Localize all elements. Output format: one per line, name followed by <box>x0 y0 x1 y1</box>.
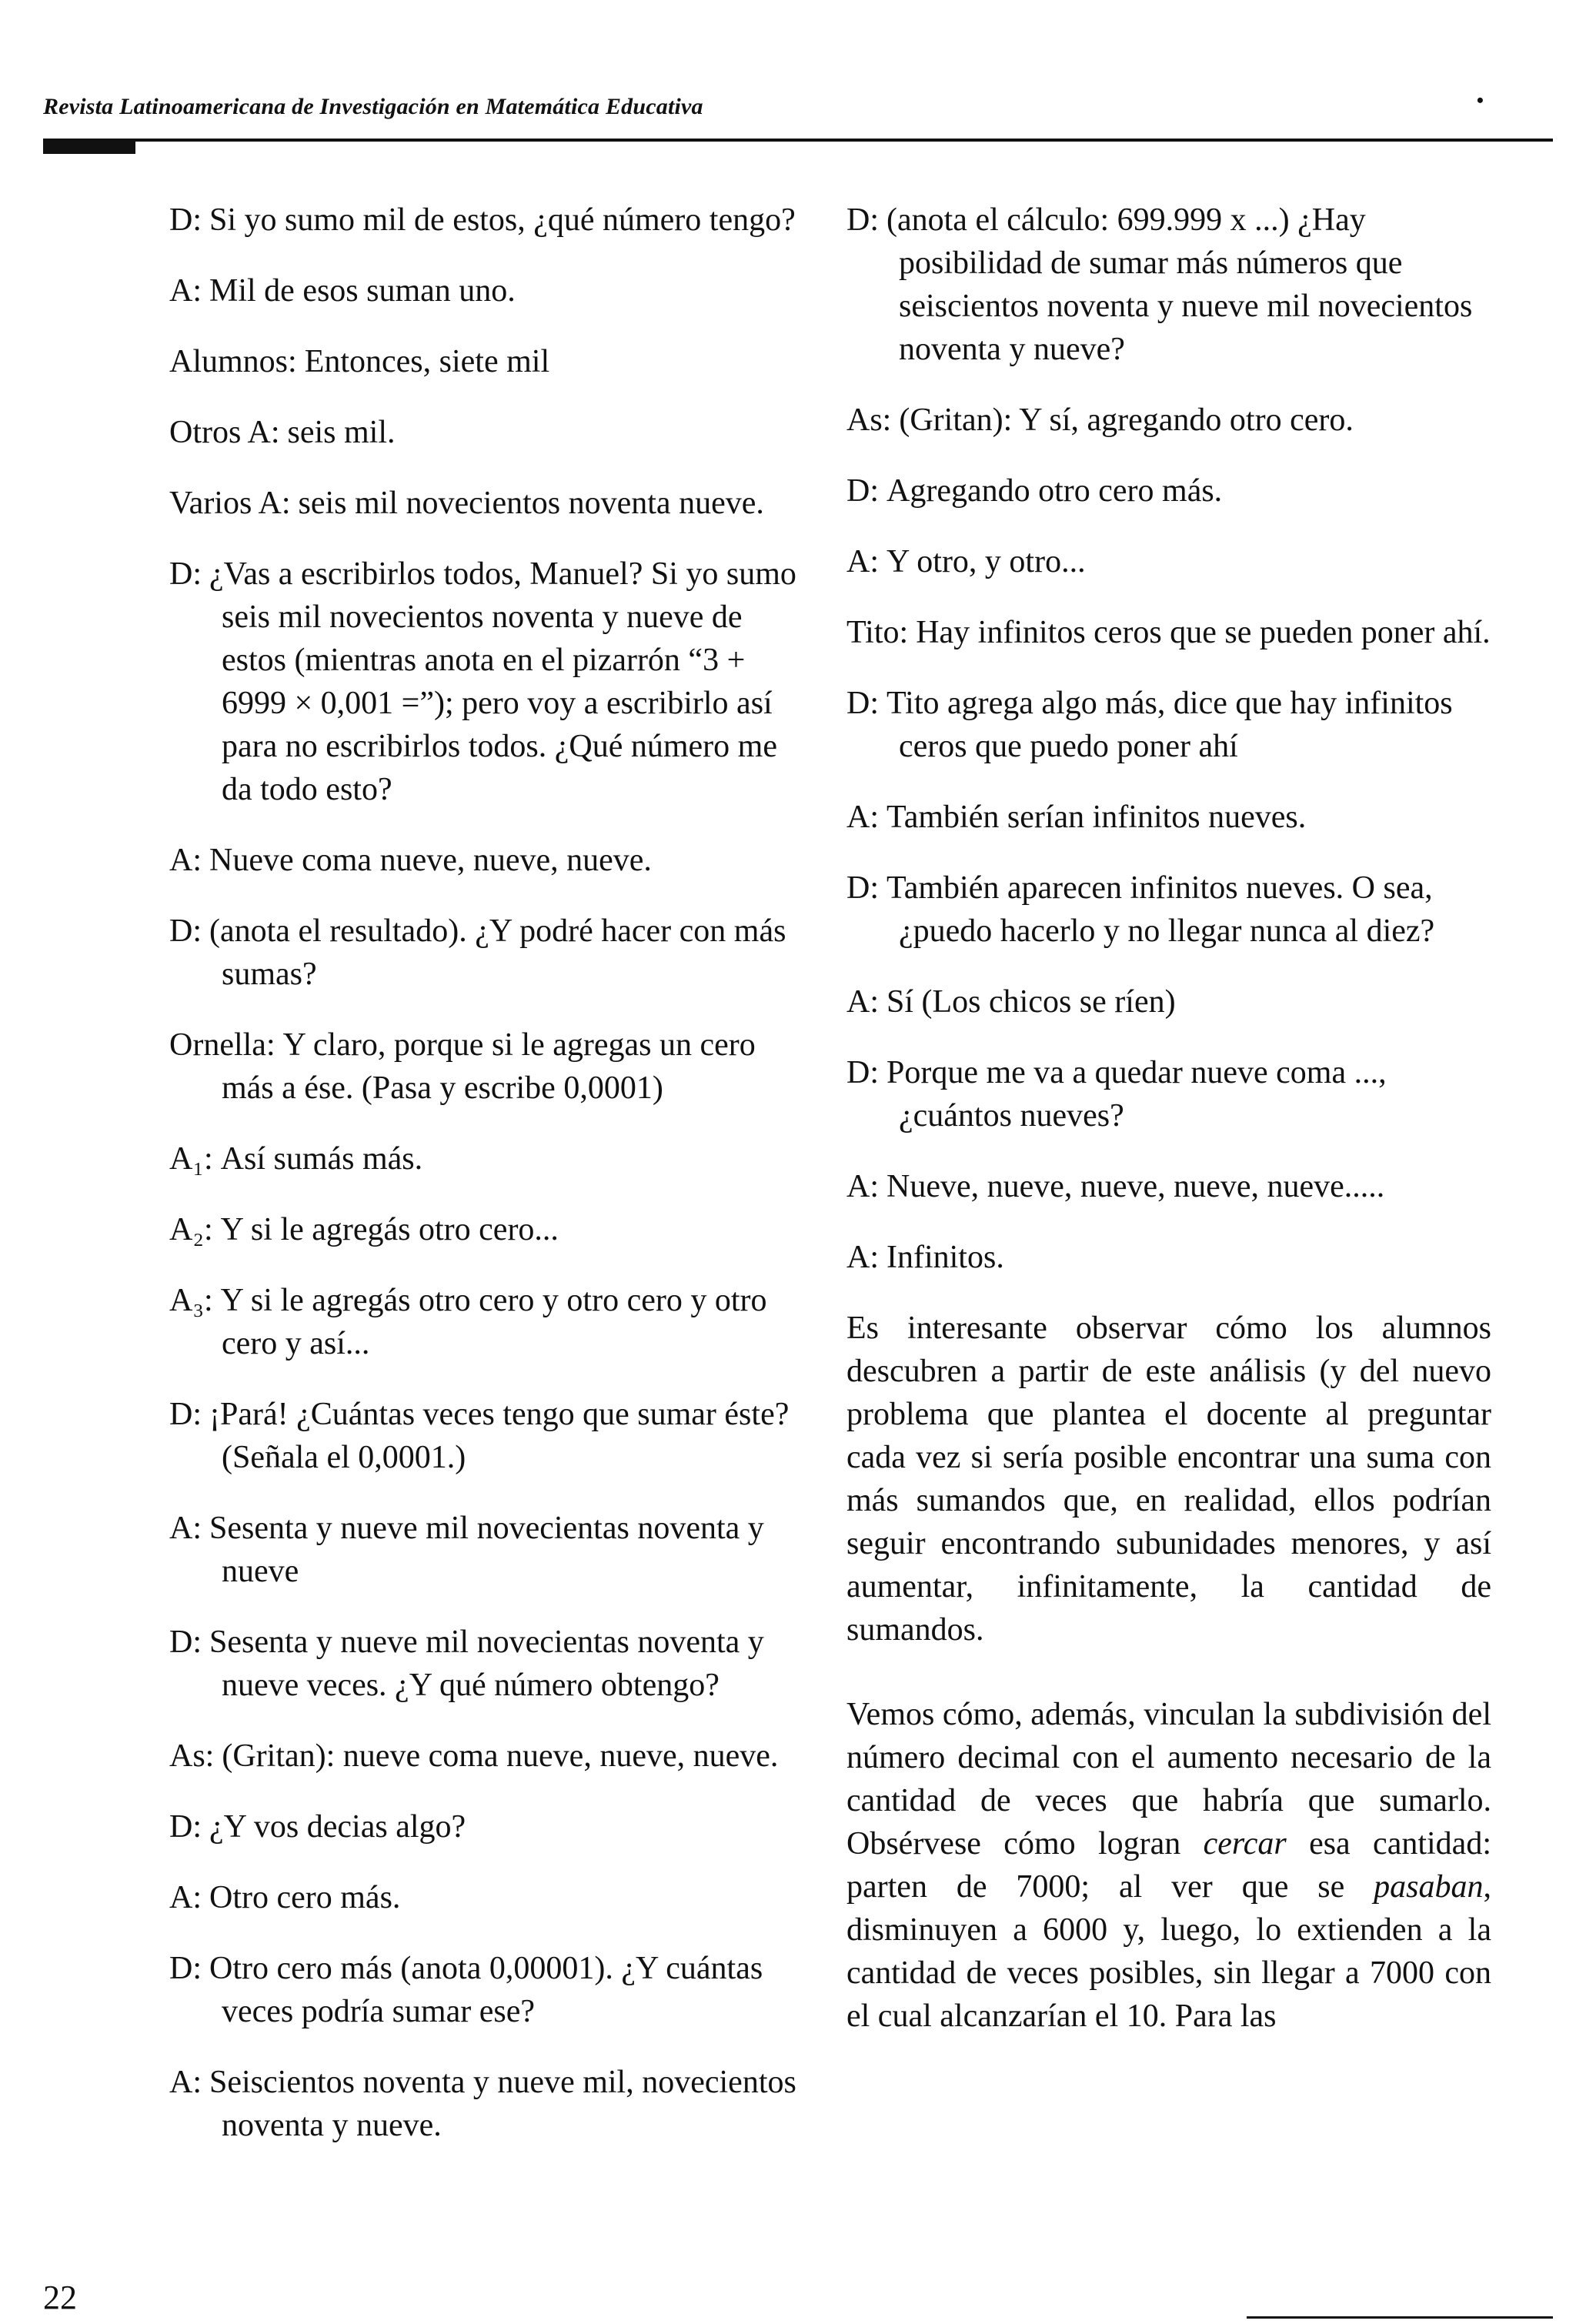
dialogue-turn <box>846 540 1491 583</box>
dialogue-turn <box>846 980 1491 1023</box>
dialogue-turn <box>169 482 808 525</box>
dialogue-text: También serían infinitos nueves. <box>886 800 1307 835</box>
dialogue-turn <box>846 1165 1491 1208</box>
dialogue-text: Tito agrega algo más, dice que hay infinitos ceros que puedo poner ahí <box>886 686 1453 764</box>
speaker-label: Alumnos: <box>169 344 297 379</box>
dialogue-turn <box>846 611 1491 654</box>
journal-header: Revista Latinoamericana de Investigación en Matemática Educativa <box>43 94 703 119</box>
dialogue-text: Otro cero más. <box>209 1880 401 1915</box>
dialogue-text: Agregando otro cero más. <box>886 473 1223 509</box>
dialogue-text: ¿Vas a escribirlos todos, Manuel? Si yo sumo seis mil novecientos noventa y nueve de estos (mientras anota en el pizarrón “3 + 6999 × 0,001 =”); pero voy a escribirlo así para no escribirlos todos. ¿Qué número me da todo esto? <box>209 556 796 807</box>
dialogue-text: Sesenta y nueve mil novecientas noventa y nueve <box>209 1511 764 1589</box>
speaker-label: D: <box>846 1055 879 1090</box>
dialogue-text: Entonces, siete mil <box>304 344 550 379</box>
dialogue-text: También aparecen infinitos nueves. O sea, ¿puedo hacerlo y no llegar nunca al diez? <box>886 870 1435 949</box>
dialogue-text: Si yo sumo mil de estos, ¿qué número tengo? <box>209 202 796 238</box>
dialogue-turn <box>169 1023 808 1110</box>
dialogue-text: (anota el cálculo: 699.999 x ...) ¿Hay posibilidad de sumar más números que seiscientos noventa y nueve mil novecientos noventa y nueve? <box>886 202 1473 367</box>
right-dialogue <box>846 199 1491 1279</box>
speaker-label: D: <box>169 1624 202 1660</box>
dialogue-turn <box>169 839 808 882</box>
footer-rule <box>1247 2316 1553 2319</box>
speaker-label: Otros A: <box>169 415 280 450</box>
dialogue-text: Otro cero más (anota 0,00001). ¿Y cuántas veces podría sumar ese? <box>209 1951 763 2029</box>
emphasis: cercar <box>1203 1826 1287 1862</box>
dialogue-text: Sí (Los chicos se ríen) <box>886 984 1176 1020</box>
speaker-label: D: <box>169 1951 202 1986</box>
speaker-label: D: <box>846 473 879 509</box>
dialogue-turn <box>169 1279 808 1365</box>
dialogue-text: seis mil. <box>287 415 396 450</box>
dialogue-turn <box>846 796 1491 839</box>
dialogue-text: (Gritan): nueve coma nueve, nueve, nueve. <box>222 1738 779 1774</box>
speaker-label: A: <box>169 2065 202 2100</box>
speaker-label: A: <box>846 1240 879 1275</box>
dialogue-turn <box>846 469 1491 513</box>
dialogue-turn <box>846 399 1491 442</box>
dialogue-turn <box>169 1621 808 1707</box>
dialogue-text: (Gritan): Y sí, agregando otro cero. <box>899 402 1354 438</box>
speaker-label: As: <box>846 402 892 438</box>
page-number: 22 <box>43 2279 77 2316</box>
dialogue-text: Nueve coma nueve, nueve, nueve. <box>209 843 652 878</box>
dialogue-text: Hay infinitos ceros que se pueden poner ahí. <box>916 615 1491 650</box>
dialogue-text: ¿Y vos decias algo? <box>209 1809 466 1845</box>
dialogue-text: Y si le agregás otro cero... <box>220 1212 559 1247</box>
dialogue-turn <box>169 1735 808 1778</box>
dialogue-text: Y si le agregás otro cero y otro cero y otro cero y así... <box>220 1283 767 1361</box>
speaker-label: A: <box>169 273 202 309</box>
header-rule-block <box>43 139 135 154</box>
speaker-label: A: <box>169 1880 202 1915</box>
dialogue-turn <box>169 1393 808 1479</box>
speaker-label: A₁: <box>169 1141 213 1177</box>
speaker-label: Tito: <box>846 615 909 650</box>
dialogue-text: Mil de esos suman uno. <box>209 273 516 309</box>
dialogue-turn <box>169 1947 808 2033</box>
dialogue-text: Sesenta y nueve mil novecientas noventa y nueve veces. ¿Y qué número obtengo? <box>209 1624 764 1703</box>
speaker-label: A: <box>846 544 879 579</box>
dialogue-turn <box>846 199 1491 371</box>
speaker-label: D: <box>846 686 879 721</box>
body-paragraph-2: Vemos cómo, además, vinculan la subdivisión del número decimal con el aumento necesario de la cantidad de veces que habría que sumarlo. Obsérvese cómo logran cercar esa cantidad: parten de 7000; al ver que se pasaban, disminuyen a 6000 y, luego, lo extienden a la cantidad de veces posibles, sin llegar a 7000 con el cual alcanzarían el 10. Para las <box>846 1697 1491 2034</box>
dialogue-turn <box>169 1507 808 1593</box>
speaker-label: D: <box>169 556 202 592</box>
dialogue-turn <box>169 269 808 312</box>
dialogue-turn <box>169 1208 808 1251</box>
dialogue-turn <box>846 682 1491 768</box>
header-rule <box>43 139 1553 142</box>
dialogue-turn <box>169 1876 808 1919</box>
speaker-label: A₃: <box>169 1283 213 1318</box>
dialogue-text: Y claro, porque si le agregas un cero más a ése. (Pasa y escribe 0,0001) <box>222 1027 756 1106</box>
dialogue-text: Así sumás más. <box>220 1141 423 1177</box>
dialogue-turn <box>169 340 808 383</box>
speaker-label: A₂: <box>169 1212 213 1247</box>
speaker-label: A: <box>169 843 202 878</box>
dialogue-turn <box>169 1805 808 1848</box>
dialogue-turn <box>846 1236 1491 1279</box>
body-paragraph-1: Es interesante observar cómo los alumnos descubren a partir de este análisis (y del nuevo problema que plantea el docente al preguntar cada vez si sería posible encontrar una suma con más sumandos que, en realidad, ellos podrían seguir encontrando subunidades menores, y así aumentar, infinitamente, la cantidad de sumandos. <box>846 1311 1491 1648</box>
speaker-label: As: <box>169 1738 215 1774</box>
dialogue-text: Porque me va a quedar nueve coma ..., ¿cuántos nueves? <box>886 1055 1387 1134</box>
speaker-label: D: <box>169 913 202 949</box>
speaker-label: D: <box>846 202 879 238</box>
right-column <box>846 199 1491 2038</box>
dialogue-text: Y otro, y otro... <box>886 544 1086 579</box>
dialogue-turn <box>846 1051 1491 1137</box>
speaker-label: A: <box>846 984 879 1020</box>
speaker-label: Varios A: <box>169 486 291 521</box>
dialogue-turn <box>169 2061 808 2147</box>
dialogue-text: seis mil novecientos noventa nueve. <box>298 486 764 521</box>
speaker-label: D: <box>169 202 202 238</box>
emphasis: pasaban <box>1374 1869 1484 1905</box>
dialogue-turn <box>169 1137 808 1180</box>
dialogue-text: Nueve, nueve, nueve, nueve, nueve..... <box>886 1169 1385 1204</box>
dialogue-text: ¡Pará! ¿Cuántas veces tengo que sumar éste? (Señala el 0,0001.) <box>209 1397 790 1475</box>
speaker-label: A: <box>846 1169 879 1204</box>
speaker-label: D: <box>169 1809 202 1845</box>
speaker-label: D: <box>846 870 879 906</box>
left-column <box>169 199 808 2175</box>
dialogue-text: Infinitos. <box>886 1240 1004 1275</box>
speaker-label: A: <box>169 1511 202 1546</box>
speaker-label: A: <box>846 800 879 835</box>
header-mark: • <box>1476 89 1484 112</box>
dialogue-turn <box>169 411 808 454</box>
dialogue-turn <box>846 866 1491 953</box>
speaker-label: Ornella: <box>169 1027 275 1063</box>
dialogue-turn <box>169 553 808 811</box>
speaker-label: D: <box>169 1397 202 1432</box>
dialogue-text: (anota el resultado). ¿Y podré hacer con más sumas? <box>209 913 786 992</box>
dialogue-turn <box>169 199 808 242</box>
dialogue-turn <box>169 910 808 996</box>
dialogue-text: Seiscientos noventa y nueve mil, novecientos noventa y nueve. <box>209 2065 796 2143</box>
